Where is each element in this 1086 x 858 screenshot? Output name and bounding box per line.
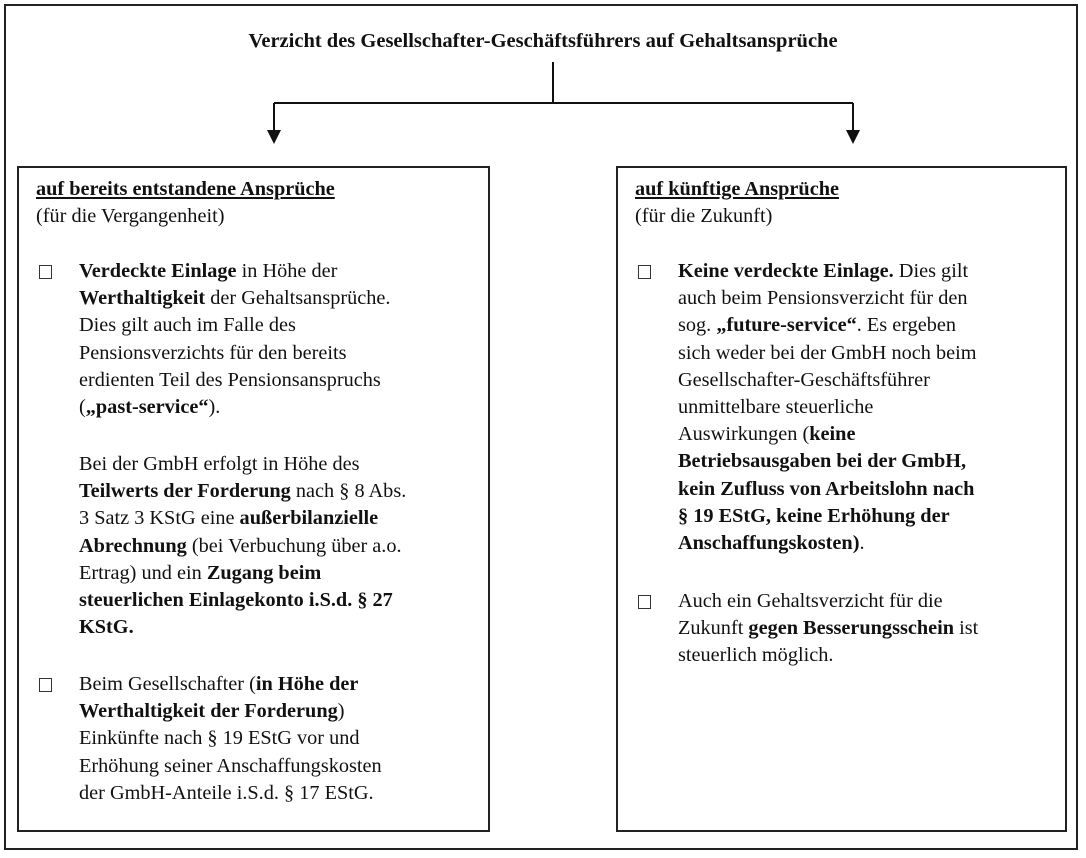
bullet-checkbox-icon (39, 265, 52, 279)
bullet-checkbox-icon (39, 678, 52, 692)
bold-text: Keine verdeckte Einlage. (678, 260, 894, 282)
text: steuerlich möglich. (678, 644, 834, 667)
text-line (678, 530, 977, 557)
text-line (678, 340, 977, 367)
text: Erhöhung seiner Anschaffungskosten (79, 754, 382, 777)
text: . Es ergeben (856, 314, 957, 337)
text-line (79, 451, 406, 478)
text-line (678, 503, 977, 530)
future-claims-subheading: (für die Zukunft) (635, 205, 773, 227)
bold-text: „past-service“ (85, 396, 209, 419)
text-line (79, 394, 390, 421)
bold-text: Werthaltigkeit (79, 287, 206, 310)
bold-text: in Höhe der (255, 673, 359, 695)
bullet-checkbox-icon (638, 595, 651, 609)
text: Auch ein Gehaltsverzicht für die (678, 590, 943, 612)
text-line (678, 421, 977, 448)
past-claims-box (17, 166, 490, 832)
bold-text: gegen Besserungsschein (748, 617, 955, 640)
bold-text: § 19 EStG, keine Erhöhung der (678, 504, 950, 527)
text-line (79, 587, 406, 614)
diagram-title: Verzicht des Gesellschafter-Geschäftsführers auf Gehaltsansprüche (248, 30, 838, 52)
text: Pensionsverzichts für den bereits (79, 341, 347, 364)
text-line (79, 505, 406, 532)
past-claims-heading: auf bereits entstandene Ansprüche (36, 178, 335, 200)
text-line (79, 340, 390, 367)
text: Bei der GmbH erfolgt in Höhe des (79, 453, 360, 475)
bold-text: keine (809, 423, 856, 446)
text-line (678, 448, 977, 475)
bold-text: Betriebsausgaben bei der GmbH, (678, 450, 967, 473)
bold-text: Teilwerts der Forderung (79, 480, 291, 503)
text-line (79, 671, 382, 698)
text: Dies gilt (893, 260, 969, 282)
text: Dies gilt auch im Falle des (79, 314, 296, 337)
text-line (79, 285, 390, 312)
text-line (678, 476, 977, 503)
text-line (79, 533, 406, 560)
text-line (678, 258, 977, 285)
text: Gesellschafter-Geschäftsführer (678, 368, 930, 391)
text-line (79, 753, 382, 780)
bold-text: Anschaffungskosten) (678, 532, 860, 555)
text: 3 Satz 3 KStG eine (79, 507, 240, 530)
text-line (678, 394, 977, 421)
future-claims-box (616, 166, 1067, 832)
text: der GmbH-Anteile i.S.d. § 17 EStG. (79, 781, 374, 804)
text: in Höhe der (236, 260, 338, 282)
bold-text: Verdeckte Einlage (79, 260, 237, 282)
text-line (79, 560, 406, 587)
text-line (79, 780, 382, 807)
text-line (79, 478, 406, 505)
text: (bei Verbuchung über a.o. (186, 534, 402, 557)
text: Zukunft (678, 617, 749, 640)
text: ). (208, 396, 221, 419)
text-line (678, 615, 978, 642)
left-paragraph (79, 671, 382, 807)
text: sog. (678, 314, 717, 337)
bold-text: Abrechnung (79, 534, 187, 557)
text-line (79, 725, 382, 752)
text: der Gehaltsansprüche. (205, 287, 391, 310)
text: auch beim Pensionsverzicht für den (678, 287, 968, 310)
text-line (678, 588, 978, 615)
text-line (678, 642, 978, 669)
right-paragraph (678, 258, 977, 557)
bold-text: Werthaltigkeit der Forderung (79, 700, 338, 723)
text: . (859, 532, 865, 555)
text-line (678, 367, 977, 394)
right-paragraph (678, 588, 978, 670)
arrow-right-icon (846, 130, 860, 144)
bold-text: Zugang beim (206, 561, 322, 584)
text: Auswirkungen ( (678, 423, 810, 446)
text-line (79, 367, 390, 394)
bold-text: steuerlichen Einlagekonto i.S.d. § 27 (79, 589, 393, 612)
bullet-checkbox-icon (638, 265, 651, 279)
bold-text: KStG. (79, 616, 134, 639)
left-paragraph (79, 258, 390, 421)
past-claims-subheading: (für die Vergangenheit) (36, 205, 225, 227)
bold-text: außerbilanzielle (239, 507, 379, 530)
future-claims-heading: auf künftige Ansprüche (635, 178, 839, 200)
text: Beim Gesellschafter ( (79, 673, 256, 695)
text: nach § 8 Abs. (290, 480, 407, 503)
bold-text: „future-service“ (716, 314, 857, 337)
text-line (79, 312, 390, 339)
text: ist (954, 617, 979, 640)
arrow-left-icon (267, 130, 281, 144)
left-paragraph (79, 451, 406, 641)
text: ) (337, 700, 345, 723)
text: Ertrag) und ein (79, 561, 207, 584)
text: erdienten Teil des Pensionsanspruchs (79, 368, 381, 391)
text: sich weder bei der GmbH noch beim (678, 341, 977, 364)
text: unmittelbare steuerliche (678, 396, 874, 419)
text: ( (79, 396, 86, 419)
text: Einkünfte nach § 19 EStG vor und (79, 727, 360, 750)
text-line (79, 698, 382, 725)
text-line (678, 285, 977, 312)
text-line (79, 614, 406, 641)
bold-text: kein Zufluss von Arbeitslohn nach (678, 477, 975, 500)
connector-arrows (0, 0, 1086, 170)
text-line (678, 312, 977, 339)
text-line (79, 258, 390, 285)
